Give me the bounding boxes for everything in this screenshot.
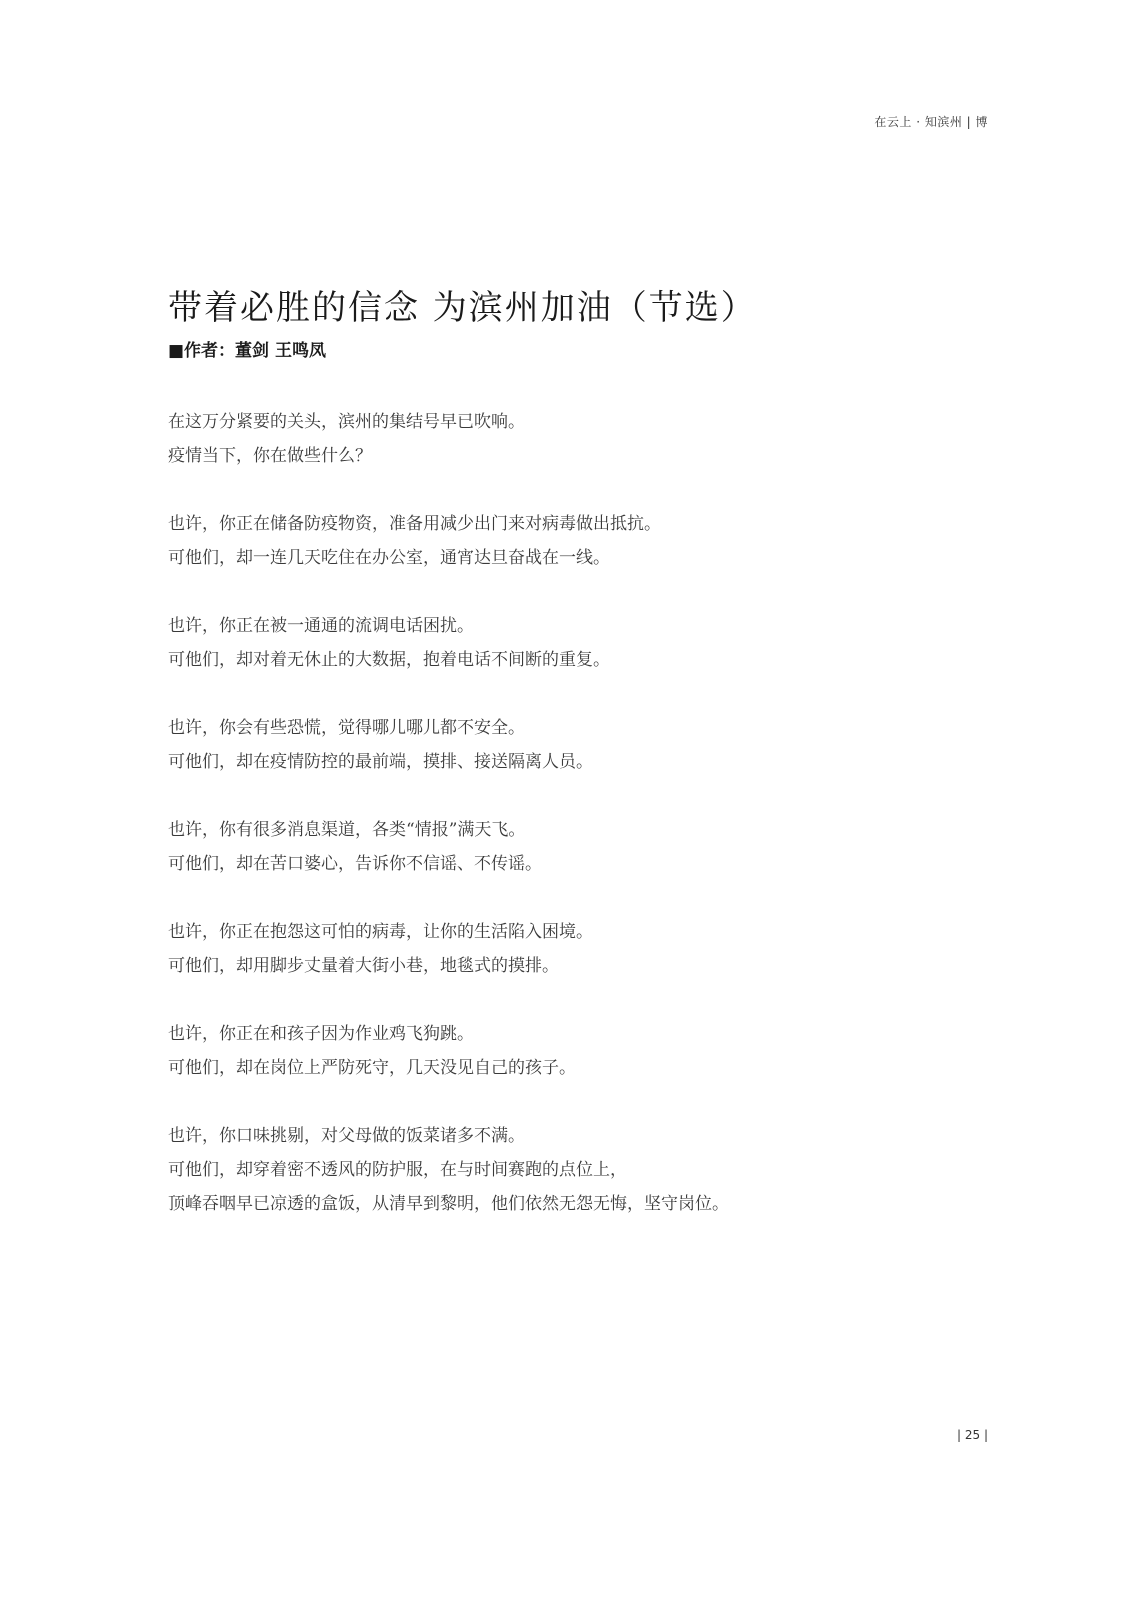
body-line: 可他们，却用脚步丈量着大街小巷，地毯式的摸排。 xyxy=(168,956,559,976)
body-line: 可他们，却对着无休止的大数据，抱着电话不间断的重复。 xyxy=(168,650,610,670)
page-number: | 25 | xyxy=(957,1428,988,1442)
byline: ■作者：董剑 王鸣凤 xyxy=(168,341,326,361)
stanza-2 xyxy=(168,507,988,575)
body-line: 也许，你正在抱怨这可怕的病毒，让你的生活陷入困境。 xyxy=(168,922,593,942)
stanza-4 xyxy=(168,711,988,779)
body-line: 顶峰吞咽早已凉透的盒饭，从清早到黎明，他们依然无怨无悔，坚守岗位。 xyxy=(168,1194,729,1214)
body-line: 也许，你口味挑剔，对父母做的饭菜诸多不满。 xyxy=(168,1126,525,1146)
stanza-1 xyxy=(168,405,988,473)
body-line: 也许，你正在被一通通的流调电话困扰。 xyxy=(168,616,474,636)
article-title: 带着必胜的信念 为滨州加油（节选） xyxy=(168,288,757,328)
stanza-3 xyxy=(168,609,988,677)
stanza-7 xyxy=(168,1017,988,1085)
body-line: 也许，你正在储备防疫物资，准备用减少出门来对病毒做出抵抗。 xyxy=(168,514,661,534)
body-line: 可他们，却在疫情防控的最前端，摸排、接送隔离人员。 xyxy=(168,752,593,772)
body-line: 可他们，却一连几天吃住在办公室，通宵达旦奋战在一线。 xyxy=(168,548,610,568)
article-body xyxy=(168,405,988,1221)
body-line: 也许，你正在和孩子因为作业鸡飞狗跳。 xyxy=(168,1024,474,1044)
stanza-8 xyxy=(168,1119,988,1221)
body-line: 可他们，却在苦口婆心，告诉你不信谣、不传谣。 xyxy=(168,854,542,874)
running-header: 在云上 · 知滨州 | 博 xyxy=(874,115,988,129)
body-line: 可他们，却穿着密不透风的防护服，在与时间赛跑的点位上， xyxy=(168,1160,627,1180)
body-line: 疫情当下，你在做些什么？ xyxy=(168,446,372,466)
stanza-5 xyxy=(168,813,988,881)
body-line: 也许，你有很多消息渠道，各类“情报”满天飞。 xyxy=(168,820,526,840)
body-line: 在这万分紧要的关头，滨州的集结号早已吹响。 xyxy=(168,412,525,432)
body-line: 也许，你会有些恐慌，觉得哪儿哪儿都不安全。 xyxy=(168,718,525,738)
article xyxy=(168,285,988,1255)
body-line: 可他们，却在岗位上严防死守，几天没见自己的孩子。 xyxy=(168,1058,576,1078)
stanza-6 xyxy=(168,915,988,983)
